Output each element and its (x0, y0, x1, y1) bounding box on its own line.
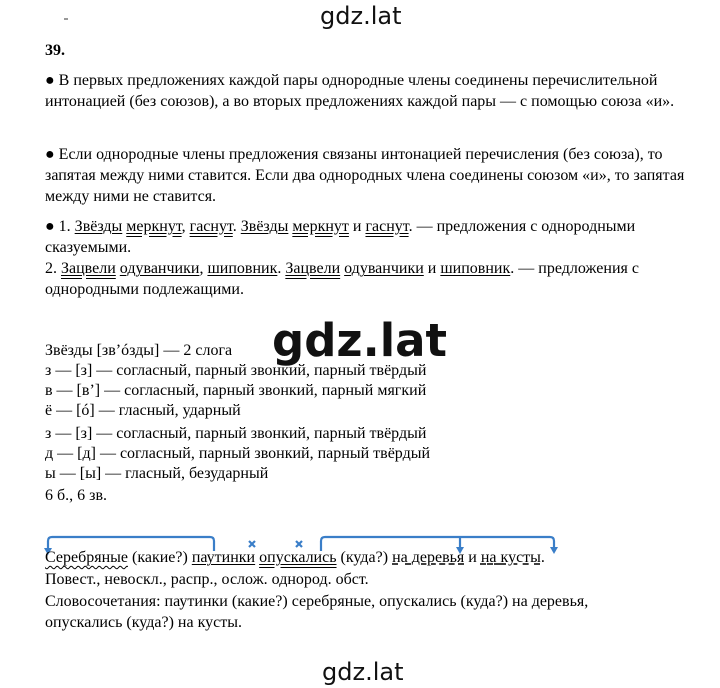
phonetic-line: в — [в’] — согласный, парный звонкий, парный мягкий (45, 382, 427, 399)
period: . (232, 218, 241, 235)
predicate-word: опускались (259, 549, 337, 566)
predicate-word: меркнут (292, 218, 349, 235)
phonetic-summary: 6 б., 6 зв. (45, 487, 108, 504)
parsed-sentence (45, 548, 545, 568)
watermark-middle: gdz.lat (272, 314, 448, 367)
exercise-number: 39. (45, 42, 65, 59)
phonetic-line: з — [з] — согласный, парный звонкий, парный твёрдый (45, 362, 427, 379)
cross-mark (249, 541, 255, 547)
subject-word: Звёзды (74, 218, 123, 235)
predicate-word: гаснут (365, 218, 409, 235)
example-2-line-2: однородными подлежащими. (45, 281, 244, 298)
circumstance-preposition: на (392, 549, 412, 566)
question: (какие?) (127, 549, 192, 566)
sentence-characteristics: Повест., невоскл., распр., ослож. однород. обст. (45, 571, 369, 588)
circumstance-preposition: на (480, 549, 501, 566)
phrases-line-2: опускались (куда?) на кусты. (45, 614, 242, 631)
phrases-line-1: Словосочетания: паутинки (какие?) серебряные, опускались (куда?) на деревья, (45, 593, 589, 610)
subject-word: паутинки (191, 549, 256, 566)
conjunction: и (464, 549, 481, 566)
example-1-tail: . — предложения с однородными (408, 218, 636, 235)
question: (куда?) (336, 549, 393, 566)
period: . (277, 260, 286, 277)
example-2-tail: . — предложения с (510, 260, 639, 277)
comma: , (181, 218, 190, 235)
cross-mark (296, 541, 302, 547)
watermark-bottom: gdz.lat (322, 658, 404, 686)
subject-word: одуванчики (344, 260, 424, 277)
paragraph-2: ● Если однородные члены предложения связаны интонацией перечисления (без союза), то запятая между ними ставится. Если два однородных члена соединены союзом «и», то запятая между ними не ставится. (45, 146, 685, 205)
subject-word: Звёзды (240, 218, 289, 235)
example-2-prefix: 2. (45, 260, 61, 277)
attribute-word: Серебряные (45, 549, 128, 566)
phonetic-line: д — [д] — согласный, парный звонкий, парный твёрдый (45, 445, 431, 462)
arrow-head (550, 547, 558, 554)
phonetic-line: ы — [ы] — гласный, безударный (45, 465, 269, 482)
example-1-line-2: сказуемыми. (45, 239, 132, 256)
predicate-word: меркнут (126, 218, 182, 235)
subject-word: одуванчики (119, 260, 200, 277)
phonetic-line: ё — [ó] — гласный, ударный (45, 402, 241, 419)
watermark-top: gdz.lat (320, 2, 402, 30)
predicate-word: гаснут (189, 218, 233, 235)
paragraph-1: ● В первых предложениях каждой пары однородные члены соединены перечислительной интонацией (без союзов), а во вторых предложениях каждой пары — с помощью союза «и». (45, 72, 675, 110)
circumstance-word: деревья (411, 549, 465, 566)
conjunction: и (348, 218, 366, 235)
predicate-word: Зацвели (285, 260, 341, 277)
phonetic-line: з — [з] — согласный, парный звонкий, парный твёрдый (45, 425, 427, 442)
phonetic-line: Звёзды [зв’óзды] — 2 слога (45, 342, 233, 359)
period: . (540, 549, 545, 566)
comma: , (199, 260, 208, 277)
example-1-prefix: ● 1. (45, 218, 75, 235)
predicate-word: Зацвели (61, 260, 116, 277)
circumstance-word: кусты (500, 549, 541, 566)
subject-word: шиповник (440, 260, 511, 277)
subject-word: шиповник (207, 260, 278, 277)
conjunction: и (423, 260, 441, 277)
